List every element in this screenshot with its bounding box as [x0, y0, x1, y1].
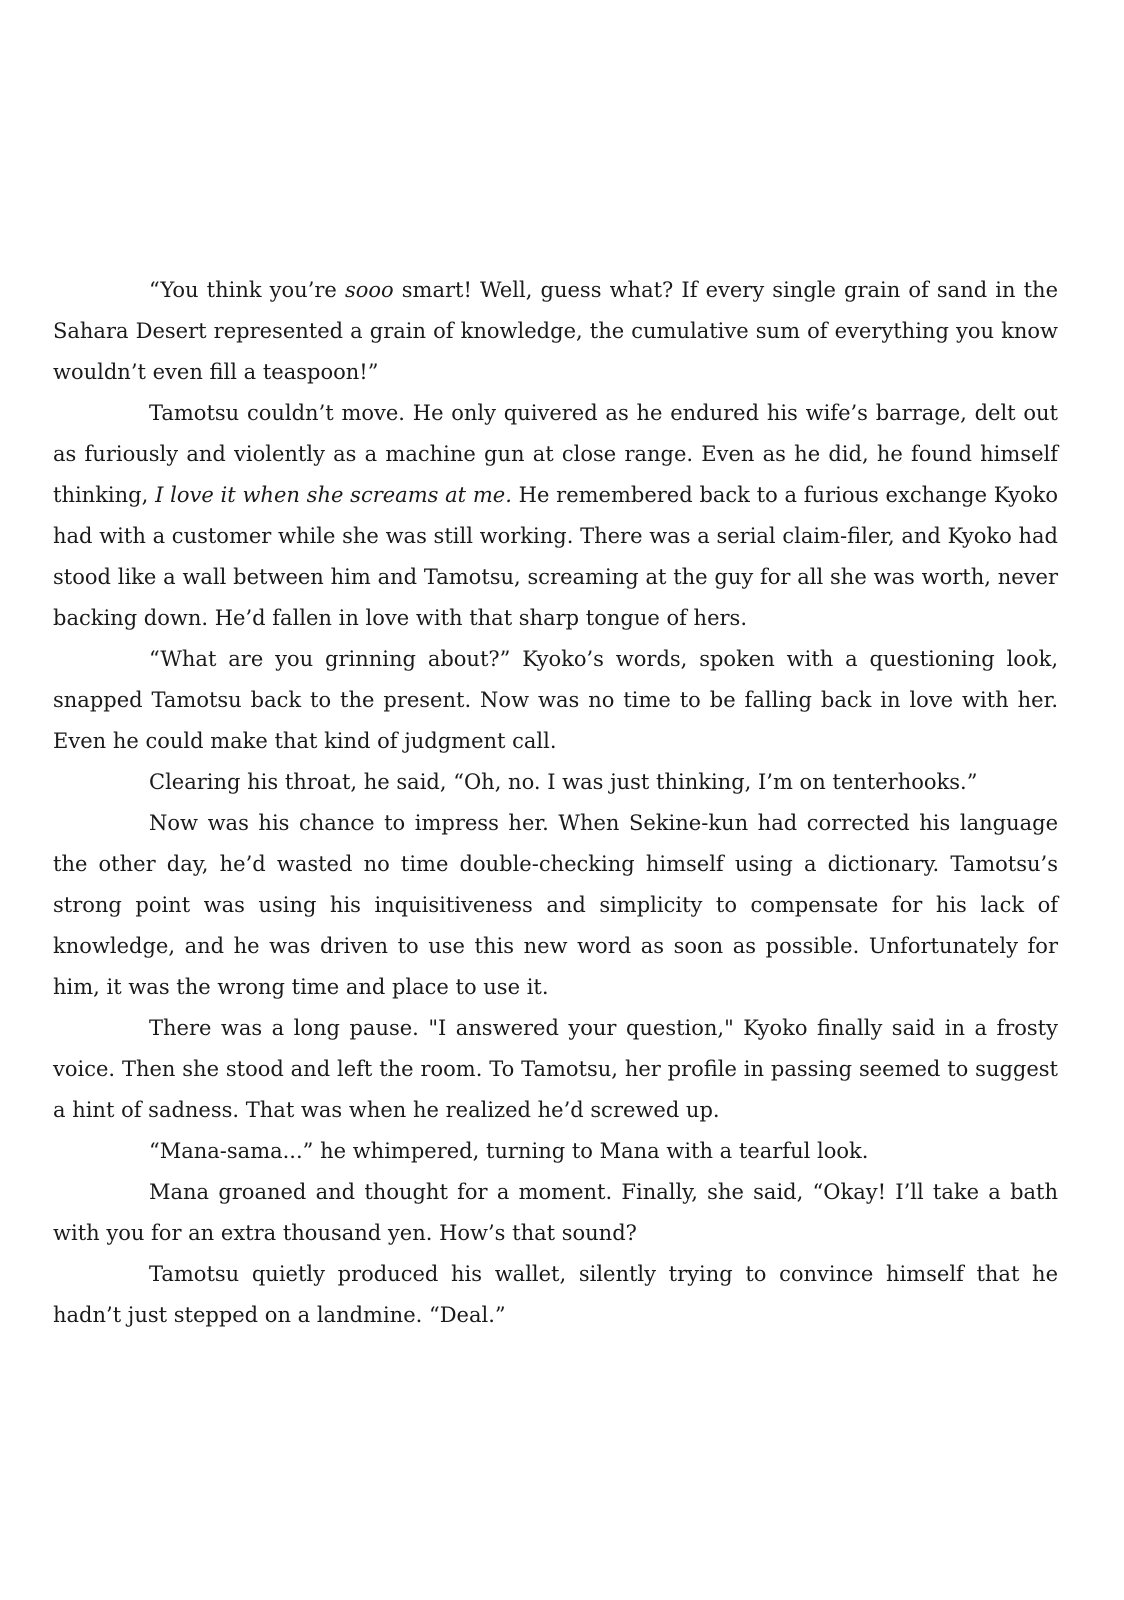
paragraph-4	[53, 762, 1058, 803]
text-segment: There was a long pause. "I answered your question," Kyoko finally said in a frosty voice. Then she stood and left the room. To Tamotsu, her profile in passing seemed to suggest a hint of sadness. That was when he realized he’d screwed up.	[53, 1016, 1058, 1122]
text-segment: Tamotsu quietly produced his wallet, silently trying to convince himself that he hadn’t just stepped on a landmine. “Deal.”	[53, 1262, 1058, 1327]
paragraph-6	[53, 1008, 1058, 1131]
italic-segment: I love it when she screams at me.	[155, 483, 512, 507]
body-text	[53, 270, 1058, 1336]
paragraph-2	[53, 393, 1058, 639]
text-segment: Clearing his throat, he said, “Oh, no. I was just thinking, I’m on tenterhooks.”	[149, 770, 978, 794]
text-segment: “You think you’re	[149, 278, 345, 302]
italic-segment: sooo	[344, 278, 394, 302]
text-segment: smart! Well, guess what? If every single grain of sand in the Sahara Desert represented a grain of knowledge, the cumulative sum of everything you know wouldn’t even fill a teaspoon!”	[53, 278, 1059, 384]
paragraph-3	[53, 639, 1058, 762]
text-segment: Tamotsu couldn’t move. He only quivered as he endured his wife’s barrage, delt out as furiously and violently as a machine gun at close range. Even as he did, he found himself thinking,	[53, 401, 1058, 507]
paragraph-8	[53, 1172, 1058, 1254]
paragraph-1	[53, 270, 1058, 393]
text-segment: He remembered back to a furious exchange Kyoko had with a customer while she was still working. There was a serial claim-filer, and Kyoko had stood like a wall between him and Tamotsu, screaming at the guy for all she was worth, never backing down. He’d fallen in love with that sharp tongue of hers.	[53, 483, 1059, 630]
paragraph-5	[53, 803, 1058, 1008]
paragraph-7	[53, 1131, 1058, 1172]
text-segment: Now was his chance to impress her. When Sekine-kun had corrected his language the other day, he’d wasted no time double-checking himself using a dictionary. Tamotsu’s strong point was using his inquisitiveness and simplicity to compensate for his lack of knowledge, and he was driven to use this new word as soon as possible. Unfortunately for him, it was the wrong time and place to use it.	[53, 811, 1058, 999]
text-segment: “Mana-sama...” he whimpered, turning to Mana with a tearful look.	[149, 1139, 869, 1163]
text-segment: “What are you grinning about?” Kyoko’s words, spoken with a questioning look, snapped Tamotsu back to the present. Now was no time to be falling back in love with her. Even he could make that kind of judgment call.	[53, 647, 1058, 753]
paragraph-9	[53, 1254, 1058, 1336]
text-segment: Mana groaned and thought for a moment. Finally, she said, “Okay! I’ll take a bath with you for an extra thousand yen. How’s that sound?	[53, 1180, 1058, 1245]
